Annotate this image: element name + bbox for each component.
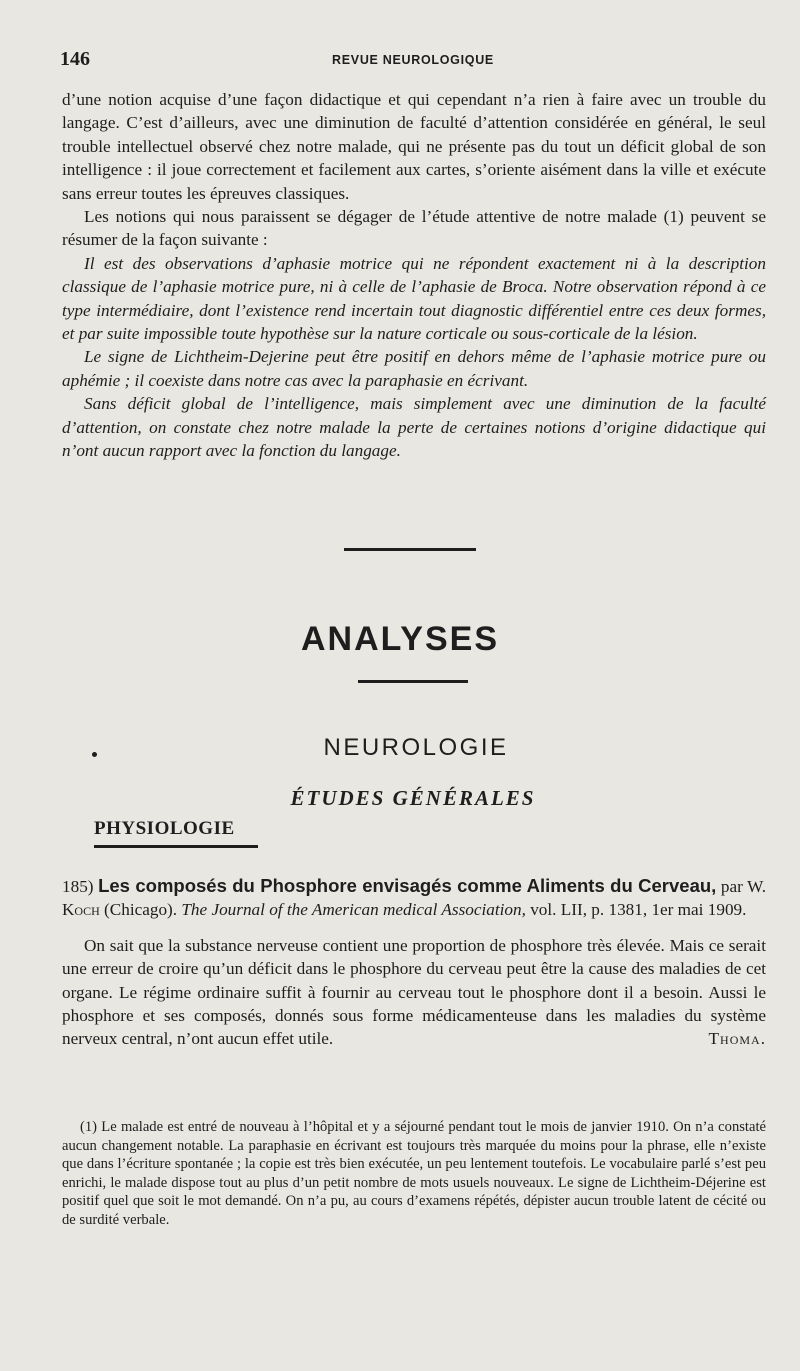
reviewer-signature: Thoma. bbox=[708, 1029, 766, 1049]
conclusion-2: Le signe de Lichtheim-Dejerine peut être positif en dehors même de l’aphasie motrice pure ou aphémie ; il coexiste dans notre cas avec la paraphasie en écrivant. bbox=[62, 347, 766, 390]
footnote-text: (1) Le malade est entré de nouveau à l’hôpital et y a séjourné pendant tout le mois de janvier 1910. On n’a constaté aucun changement notable. La paraphasie en écrivant est toujours très marquée du moins pour la phrase, elle n’existe que dans l’écriture spontanée ; la copie est très bien exécutée, un peu lentement toutefois. Le vocabulaire parlé s’est peu enrichi, le malade dispose tout au plus d’un petit nombre de mots usuels nouveaux. Le signe de Lichtheim-Déjerine est positif quel que soit le mot demandé. On n’a pu, au cours d’examens répétés, dépister aucun trouble latent de cécité ou de surdité verbale. bbox=[62, 1119, 766, 1228]
journal-title: REVUE NEUROLOGIQUE bbox=[332, 53, 494, 67]
conclusion-1: Il est des observations d’aphasie motrice qui ne répondent exactement ni à la description classique de l’aphasie motrice pure, ni à celle de l’aphasie de Broca. Notre observation répond à ce type intermédiaire, dont l’existence rend incertain tout diagnostic différentiel entre ces deux formes, et par suite impossible toute hypothèse sur la nature corticale ou sous-corticale de la lésion. bbox=[62, 253, 766, 344]
body-text bbox=[62, 88, 766, 463]
article-author: Koch bbox=[62, 900, 100, 920]
article-reference: vol. LII, p. 1381, 1er mai 1909. bbox=[530, 900, 747, 920]
article-entry bbox=[62, 874, 766, 1051]
article-citation bbox=[62, 874, 766, 922]
article-by: par W. bbox=[720, 877, 767, 896]
conclusion-3: Sans déficit global de l’intelligence, mais simplement avec une diminution de la faculté d’attention, on constate chez notre malade la perte de certaines notions d’origine didactique qui n’ont aucun rapport avec la fonction du langage. bbox=[62, 394, 766, 461]
paragraph-2: Les notions qui nous paraissent se dégager de l’étude attentive de notre malade (1) peuvent se résumer de la façon suivante : bbox=[62, 207, 766, 250]
section-divider-top bbox=[344, 548, 476, 551]
page-number: 146 bbox=[60, 48, 90, 70]
subsection-title: NEUROLOGIE bbox=[323, 734, 509, 761]
subsubsection-title: ÉTUDES GÉNÉRALES bbox=[290, 786, 536, 810]
section-title: ANALYSES bbox=[300, 620, 500, 658]
paragraph-1: d’une notion acquise d’une façon didactique et qui cependant n’a rien à faire avec un trouble du langage. C’est d’ailleurs, avec une diminution de faculté d’attention considérée en général, le seul trouble intellectuel observé chez notre malade, qui ne présente pas du tout un déficit global de son intelligence : il joue correctement et facilement aux cartes, s’oriente aisément dans la ville et exécute sans erreur toutes les épreuves classiques. bbox=[62, 90, 766, 203]
section-divider-bottom bbox=[358, 680, 468, 683]
category-underline bbox=[94, 845, 258, 848]
article-summary: On sait que la substance nerveuse contient une proportion de phosphore très élevée. Mais ce serait une erreur de croire qu’un déficit dans le phosphore du cerveau peut être la cause des maladies de cet organe. Le régime ordinaire suffit à fournir au cerveau tout le phosphore dont il a besoin. Aussi le phosphore et ses composés, donnés sous forme médicamenteuse dans les maladies du système nerveux central, n’ont aucun effet utile. Thoma. bbox=[62, 934, 766, 1051]
article-number: 185) bbox=[62, 877, 94, 896]
article-journal: The Journal of the American medical Association, bbox=[181, 900, 526, 920]
running-head bbox=[60, 48, 766, 72]
article-title: Les composés du Phosphore envisagés comme Aliments du Cerveau, bbox=[98, 875, 717, 896]
footnote bbox=[62, 1118, 766, 1230]
article-place: (Chicago). bbox=[104, 900, 178, 920]
category-title: PHYSIOLOGIE bbox=[94, 818, 235, 839]
